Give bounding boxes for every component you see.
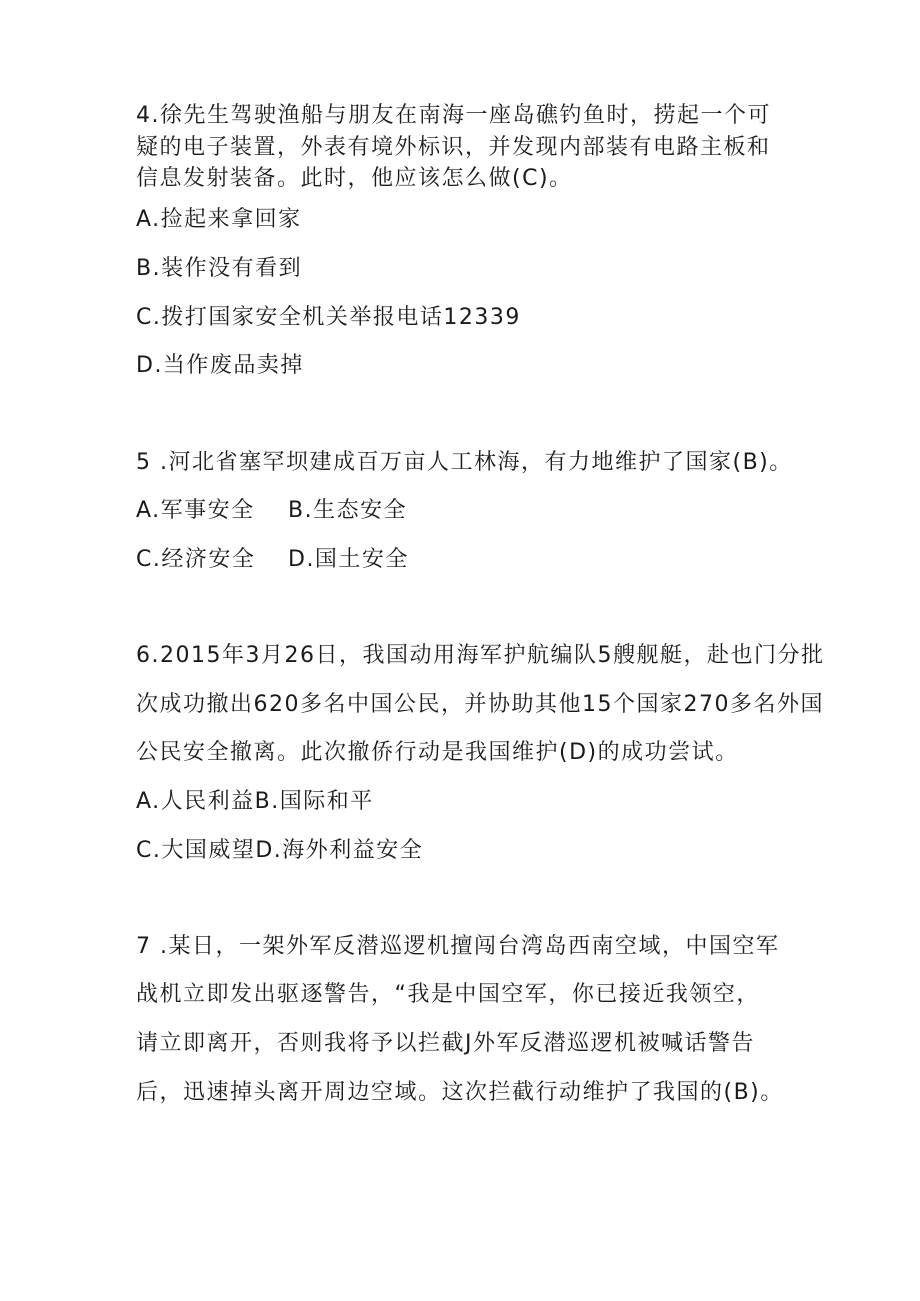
q7-line-4: 后，迅速掉头离开周边空域。这次拦截行动维护了我国的(B)。: [136, 1080, 784, 1105]
q5-option-d: D.国土安全: [288, 547, 409, 572]
q6-line-2: 次成功撤出620多名中国公民，并协助其他15个国家270多名外国: [136, 692, 824, 717]
q5-options-row-1: [136, 496, 407, 526]
q4-option-b: B.装作没有看到: [136, 256, 303, 281]
q5-option-c: C.经济安全: [136, 547, 256, 572]
q6-option-cd: C.大国威望D.海外利益安全: [136, 838, 424, 863]
q5-option-b: B.生态安全: [288, 498, 408, 523]
q6-line-3: 公民安全撤离。此次撤侨行动是我国维护(D)的成功尝试。: [136, 740, 739, 765]
q4-option-c: C.拨打国家安全机关举报电话12339: [136, 305, 521, 330]
q5-options-row-2: [136, 545, 409, 575]
q4-option-d: D.当作废品卖掉: [136, 353, 304, 378]
q7-line-3: 请立即离开，否则我将予以拦截J外军反潜巡逻机被喊话警告: [136, 1031, 755, 1056]
q6-line-1: 6.2015年3月26日，我国动用海军护航编队5艘舰艇，赴也门分批: [136, 643, 825, 668]
q7-line-1: 7 .某日，一架外军反潜巡逻机擅闯台湾岛西南空域，中国空军: [136, 934, 780, 959]
q4-option-a: A.捡起来拿回家: [136, 207, 302, 232]
q6-option-ab: A.人民利益B.国际和平: [136, 789, 374, 814]
q5-option-a: A.军事安全: [136, 498, 255, 523]
q4-line-2: 疑的电子装置，外表有境外标识，并发现内部装有电路主板和: [136, 135, 771, 160]
q7-line-2: 战机立即发出驱逐警告，“我是中国空军，你已接近我领空，: [136, 982, 760, 1007]
q5-line-1: 5 .河北省塞罕坝建成百万亩人工林海，有力地维护了国家(B)。: [136, 450, 793, 475]
q4-line-1: 4.徐先生驾驶渔船与朋友在南海一座岛礁钓鱼时，捞起一个可: [136, 103, 771, 128]
q4-line-3: 信息发射装备。此时，他应该怎么做(C)。: [136, 166, 573, 191]
